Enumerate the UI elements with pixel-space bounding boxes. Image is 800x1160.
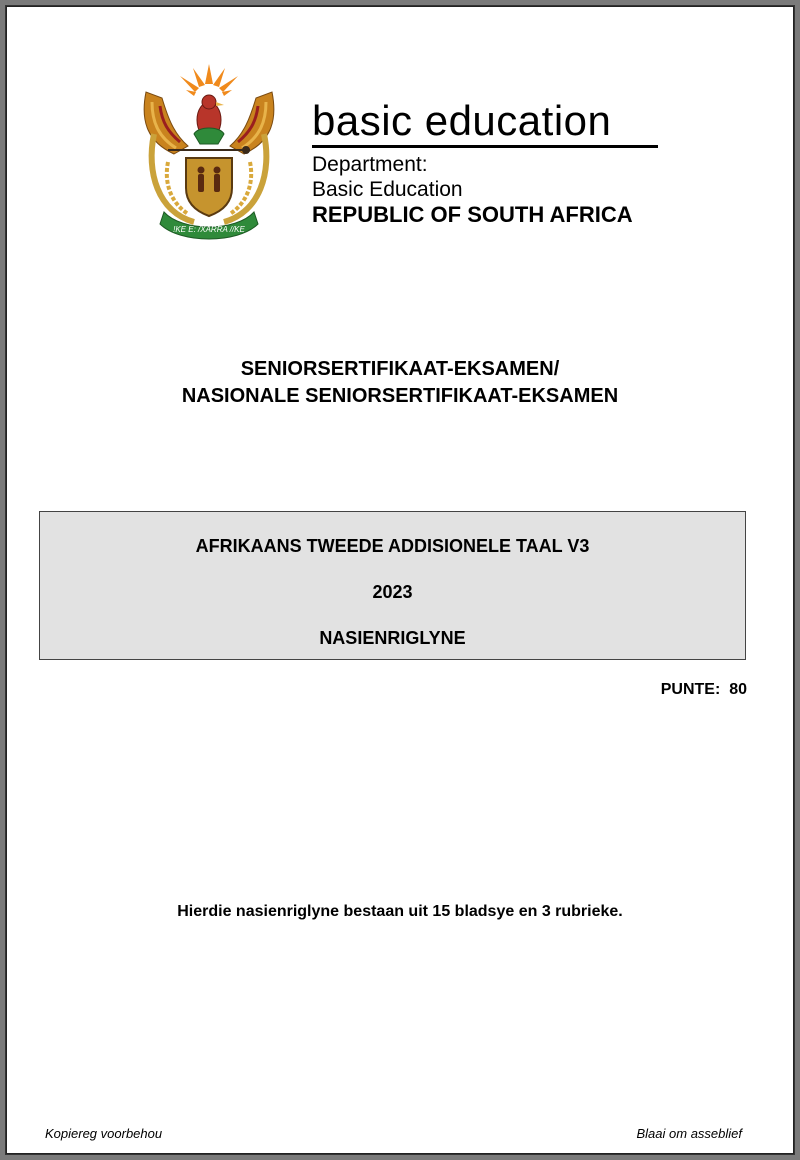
sun-rays <box>180 64 238 96</box>
shield <box>186 158 232 216</box>
exam-title-line2: NASIONALE SENIORSERTIFIKAAT-EKSAMEN <box>181 385 619 407</box>
coat-of-arms-icon <box>138 62 280 242</box>
marks-value: 80 <box>729 681 747 698</box>
exam-title-line1: SENIORSERTIFIKAAT-EKSAMEN/ <box>240 358 560 380</box>
footer-copyright: Kopiereg voorbehou <box>45 1126 163 1141</box>
total-marks <box>661 681 747 699</box>
marks-label: PUNTE: <box>660 681 721 698</box>
paper-year: 2023 <box>372 582 413 602</box>
department-label: Department: <box>312 153 428 176</box>
paper-document-type: NASIENRIGLYNE <box>319 628 466 648</box>
paper-subject: AFRIKAANS TWEEDE ADDISIONELE TAAL V3 <box>195 536 590 556</box>
paper-info-box <box>39 511 746 660</box>
exam-title <box>0 356 800 410</box>
brand-underline <box>312 145 658 148</box>
footer-turn-over: Blaai om asseblief <box>636 1126 742 1141</box>
brand-wordmark: basic education <box>312 97 612 144</box>
country-name: REPUBLIC OF SOUTH AFRICA <box>312 202 633 227</box>
page-count-note: Hierdie nasienriglyne bestaan uit 15 bladsye en 3 rubrieke. <box>177 903 623 920</box>
department-name: Basic Education <box>312 178 463 201</box>
crest-motto: !KE E: /XARRA //KE <box>173 225 245 234</box>
